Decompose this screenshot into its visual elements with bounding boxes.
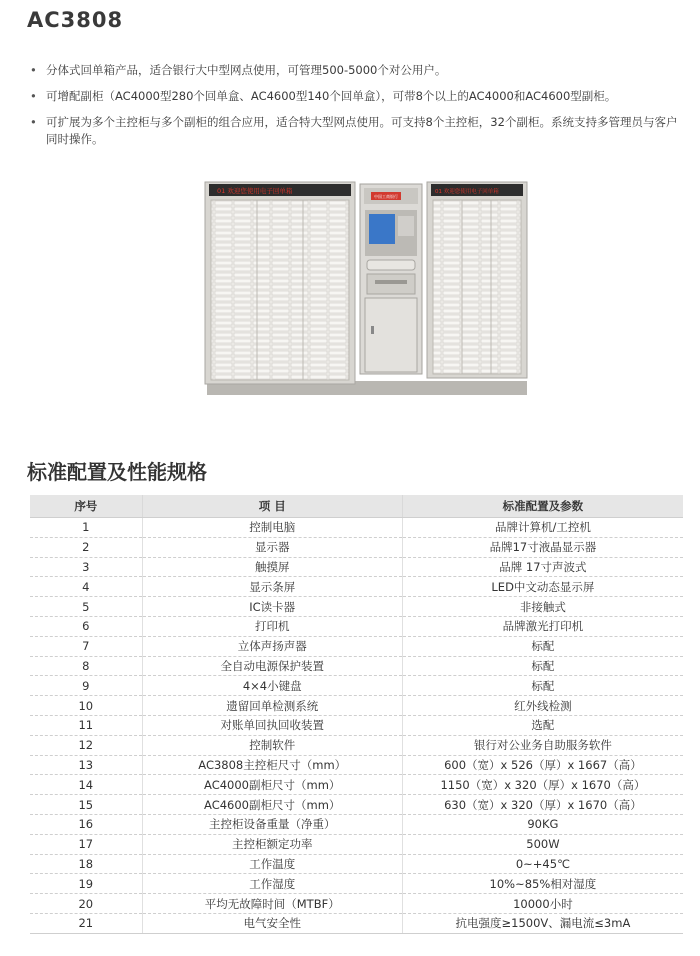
row-item: 遗留回单检测系统 xyxy=(142,696,402,716)
table-row xyxy=(30,518,683,538)
row-value: 非接触式 xyxy=(402,597,683,617)
bullet-icon: • xyxy=(30,89,37,103)
main-control-kiosk xyxy=(360,184,422,374)
row-value: 90KG xyxy=(402,814,683,834)
row-item: AC3808主控柜尺寸（mm） xyxy=(142,755,402,775)
row-value: LED中文动态显示屏 xyxy=(402,577,683,597)
table-row xyxy=(30,577,683,597)
table-row xyxy=(30,676,683,696)
row-index: 6 xyxy=(30,616,142,636)
feature-list xyxy=(30,62,680,157)
row-index: 18 xyxy=(30,854,142,874)
row-index: 2 xyxy=(30,537,142,557)
row-value: 品牌 17寸声波式 xyxy=(402,557,683,577)
spec-table xyxy=(30,495,683,934)
product-image xyxy=(195,176,535,408)
table-row xyxy=(30,696,683,716)
feature-text: 可增配副柜（AC4000型280个回单盒、AC4600型140个回单盒），可带8个以上的AC4000和AC4600型副柜。 xyxy=(46,89,617,103)
kiosk-label: 中国工商银行 xyxy=(374,194,398,199)
row-index: 12 xyxy=(30,735,142,755)
table-row xyxy=(30,597,683,617)
row-item: 打印机 xyxy=(142,616,402,636)
right-led-text: 01 欢迎您使用电子回单箱 xyxy=(435,189,499,195)
row-item: 触摸屏 xyxy=(142,557,402,577)
row-value: 银行对公业务自助服务软件 xyxy=(402,735,683,755)
row-index: 14 xyxy=(30,775,142,795)
table-row xyxy=(30,755,683,775)
row-index: 7 xyxy=(30,636,142,656)
table-row xyxy=(30,616,683,636)
table-row xyxy=(30,913,683,933)
row-index: 11 xyxy=(30,715,142,735)
table-row xyxy=(30,715,683,735)
row-value: 10000小时 xyxy=(402,894,683,914)
row-index: 16 xyxy=(30,814,142,834)
row-index: 21 xyxy=(30,913,142,933)
row-item: 工作湿度 xyxy=(142,874,402,894)
table-row xyxy=(30,814,683,834)
right-cabinet xyxy=(427,182,527,378)
row-index: 13 xyxy=(30,755,142,775)
spec-table-body xyxy=(30,518,683,934)
header-value: 标准配置及参数 xyxy=(402,495,683,518)
row-index: 10 xyxy=(30,696,142,716)
row-value: 品牌17寸液晶显示器 xyxy=(402,537,683,557)
row-item: 立体声扬声器 xyxy=(142,636,402,656)
feature-text: 分体式回单箱产品，适合银行大中型网点使用，可管理500-5000个对公用户。 xyxy=(46,63,447,77)
row-item: AC4600副柜尺寸（mm） xyxy=(142,795,402,815)
left-led-text: 01 欢迎您使用电子回单箱 xyxy=(217,187,293,195)
row-value: 标配 xyxy=(402,636,683,656)
row-value: 630（宽）x 320（厚）x 1670（高） xyxy=(402,795,683,815)
row-item: 全自动电源保护装置 xyxy=(142,656,402,676)
table-row xyxy=(30,636,683,656)
row-index: 1 xyxy=(30,518,142,538)
row-value: 10%~85%相对湿度 xyxy=(402,874,683,894)
feature-text: 可扩展为多个主控柜与多个副柜的组合应用，适合特大型网点使用。可支持8个主控柜，32个副柜。系统支持多管理员与客户同时操作。 xyxy=(46,115,678,146)
row-value: 600（宽）x 526（厚）x 1667（高） xyxy=(402,755,683,775)
bullet-icon: • xyxy=(30,63,37,77)
row-value: 选配 xyxy=(402,715,683,735)
row-value: 品牌计算机/工控机 xyxy=(402,518,683,538)
row-value: 0~+45℃ xyxy=(402,854,683,874)
row-index: 5 xyxy=(30,597,142,617)
row-index: 20 xyxy=(30,894,142,914)
product-title: AC3808 xyxy=(27,8,124,32)
table-row xyxy=(30,834,683,854)
row-value: 500W xyxy=(402,834,683,854)
row-item: 主控柜设备重量（净重） xyxy=(142,814,402,834)
row-index: 3 xyxy=(30,557,142,577)
row-value: 1150（宽）x 320（厚）x 1670（高） xyxy=(402,775,683,795)
row-item: IC读卡器 xyxy=(142,597,402,617)
row-index: 9 xyxy=(30,676,142,696)
row-item: 平均无故障时间（MTBF） xyxy=(142,894,402,914)
table-row xyxy=(30,874,683,894)
row-item: 主控柜额定功率 xyxy=(142,834,402,854)
row-item: 控制软件 xyxy=(142,735,402,755)
row-item: 控制电脑 xyxy=(142,518,402,538)
table-row xyxy=(30,775,683,795)
table-row xyxy=(30,537,683,557)
bullet-icon: • xyxy=(30,115,37,129)
header-index: 序号 xyxy=(30,495,142,518)
row-item: 4×4小键盘 xyxy=(142,676,402,696)
row-index: 4 xyxy=(30,577,142,597)
header-item: 项 目 xyxy=(142,495,402,518)
cabinet-illustration xyxy=(195,176,535,408)
feature-item xyxy=(30,62,680,79)
feature-item xyxy=(30,88,680,105)
row-item: 对账单回执回收装置 xyxy=(142,715,402,735)
row-value: 红外线检测 xyxy=(402,696,683,716)
row-value: 品牌激光打印机 xyxy=(402,616,683,636)
table-header-row xyxy=(30,495,683,518)
row-value: 标配 xyxy=(402,656,683,676)
row-value: 抗电强度≥1500V、漏电流≤3mA xyxy=(402,913,683,933)
table-row xyxy=(30,795,683,815)
row-item: 显示条屏 xyxy=(142,577,402,597)
row-value: 标配 xyxy=(402,676,683,696)
left-cabinet xyxy=(205,182,355,384)
row-item: AC4000副柜尺寸（mm） xyxy=(142,775,402,795)
table-row xyxy=(30,656,683,676)
table-row xyxy=(30,557,683,577)
row-index: 19 xyxy=(30,874,142,894)
row-item: 电气安全性 xyxy=(142,913,402,933)
table-row xyxy=(30,735,683,755)
spec-section-title: 标准配置及性能规格 xyxy=(27,460,207,484)
row-item: 显示器 xyxy=(142,537,402,557)
table-row xyxy=(30,854,683,874)
feature-item xyxy=(30,114,680,148)
row-index: 17 xyxy=(30,834,142,854)
row-item: 工作温度 xyxy=(142,854,402,874)
row-index: 8 xyxy=(30,656,142,676)
row-index: 15 xyxy=(30,795,142,815)
table-row xyxy=(30,894,683,914)
